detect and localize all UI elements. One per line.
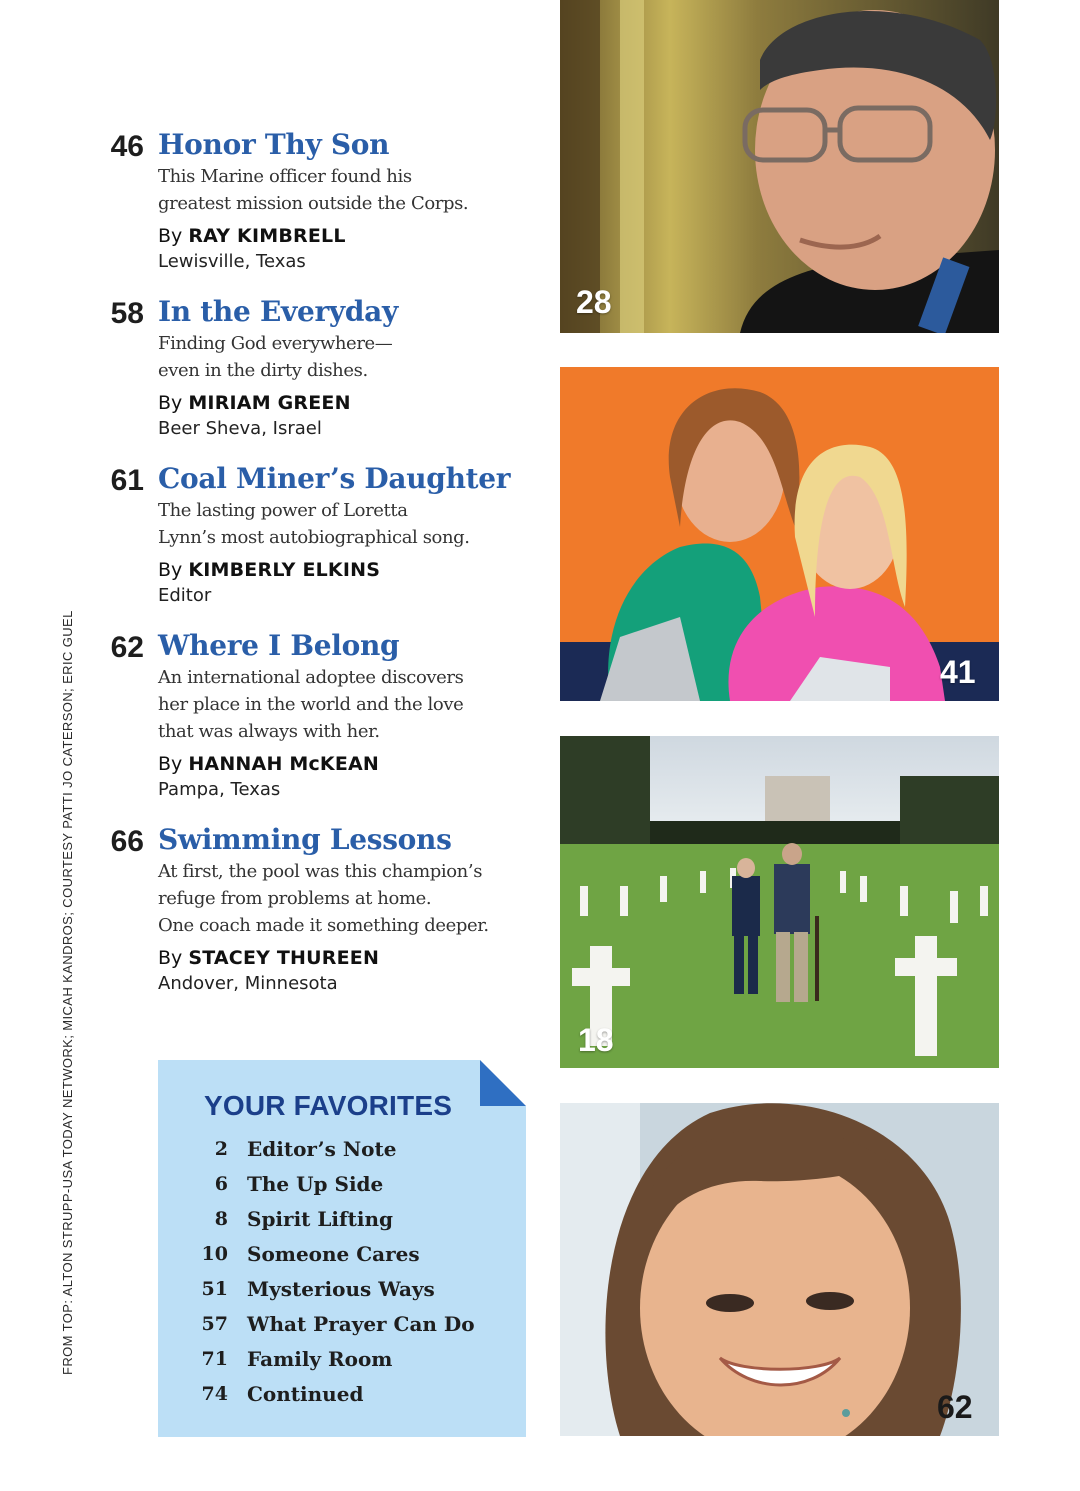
photo-young-woman[interactable] (560, 1103, 999, 1436)
favorites-page: 8 (214, 1208, 228, 1230)
dek-line: that was always with her. (158, 721, 380, 742)
story-byline: By HANNAH McKEAN (158, 753, 380, 775)
story-page-number: 46 (110, 130, 144, 163)
favorites-item-the-up-side[interactable] (190, 1170, 510, 1205)
story-dek (158, 330, 546, 384)
favorites-page: 2 (214, 1138, 228, 1160)
favorites-label: Spirit Lifting (247, 1207, 393, 1231)
story-honor-thy-son[interactable] (96, 128, 546, 275)
author-location: Beer Sheva, Israel (158, 418, 322, 439)
dek-line: At first, the pool was this champion’s (158, 861, 483, 882)
favorites-item-continued[interactable] (190, 1380, 510, 1415)
story-byline: By RAY KIMBRELL (158, 225, 346, 247)
author-name: STACEY THUREEN (188, 947, 380, 969)
story-coal-miners-daughter[interactable] (96, 462, 546, 609)
favorites-item-family-room[interactable] (190, 1345, 510, 1380)
story-title[interactable]: In the Everyday (158, 295, 398, 328)
favorites-page: 71 (201, 1348, 228, 1370)
story-title[interactable]: Where I Belong (158, 629, 400, 662)
photo-page-number: 41 (940, 654, 976, 690)
story-byline: By KIMBERLY ELKINS (158, 559, 381, 581)
favorites-label: Family Room (247, 1347, 393, 1371)
author-name: RAY KIMBRELL (188, 225, 346, 247)
story-byline: By STACEY THUREEN (158, 947, 380, 969)
favorites-label: Editor’s Note (247, 1137, 397, 1161)
story-in-the-everyday[interactable] (96, 295, 546, 442)
story-byline: By MIRIAM GREEN (158, 392, 351, 414)
story-page-number: 62 (110, 631, 144, 664)
story-page-number: 58 (110, 297, 144, 330)
dek-line: greatest mission outside the Corps. (158, 193, 469, 214)
author-location: Pampa, Texas (158, 779, 281, 800)
favorites-label: The Up Side (247, 1172, 384, 1196)
photo-page-number: 62 (937, 1389, 973, 1425)
story-swimming-lessons[interactable] (96, 823, 546, 997)
author-location: Andover, Minnesota (158, 973, 338, 994)
story-dek (158, 858, 546, 939)
dek-line: This Marine officer found his (158, 166, 412, 187)
favorites-page: 10 (201, 1243, 228, 1265)
dek-line: The lasting power of Loretta (158, 500, 408, 521)
author-name: MIRIAM GREEN (188, 392, 351, 414)
story-dek (158, 664, 546, 745)
favorites-label: Continued (247, 1382, 364, 1406)
favorites-page: 6 (214, 1173, 228, 1195)
favorites-item-editors-note[interactable] (190, 1135, 510, 1170)
dek-line: Finding God everywhere— (158, 333, 393, 354)
photo-credit: FROM TOP: ALTON STRUPP-USA TODAY NETWORK; MICAH KANDROS; COURTESY PATTI JO CATERSON; ERIC GUEL (60, 610, 75, 1375)
story-dek (158, 497, 546, 551)
favorites-item-mysterious-ways[interactable] (190, 1275, 510, 1310)
favorites-label: Someone Cares (247, 1242, 420, 1266)
favorites-page: 74 (201, 1383, 228, 1405)
dek-line: Lynn’s most autobiographical song. (158, 527, 470, 548)
story-title[interactable]: Coal Miner’s Daughter (158, 462, 511, 495)
author-name: KIMBERLY ELKINS (188, 559, 381, 581)
favorites-list (190, 1135, 510, 1415)
dek-line: An international adoptee discovers (158, 667, 464, 688)
favorites-page: 57 (201, 1313, 228, 1335)
favorites-title: YOUR FAVORITES (204, 1090, 453, 1121)
photo-page-number: 28 (576, 284, 612, 320)
favorites-item-what-prayer-can-do[interactable] (190, 1310, 510, 1345)
photo-two-women[interactable] (560, 367, 999, 701)
folded-corner-icon (480, 1060, 526, 1106)
favorites-label: Mysterious Ways (247, 1277, 435, 1301)
photo-cemetery[interactable] (560, 736, 999, 1068)
favorites-item-someone-cares[interactable] (190, 1240, 510, 1275)
photo-page-number: 18 (578, 1022, 614, 1058)
photo-man-glasses[interactable] (560, 0, 999, 333)
story-where-i-belong[interactable] (96, 629, 546, 803)
author-location: Lewisville, Texas (158, 251, 306, 272)
favorites-item-spirit-lifting[interactable] (190, 1205, 510, 1240)
author-location: Editor (158, 585, 212, 606)
dek-line: even in the dirty dishes. (158, 360, 368, 381)
dek-line: her place in the world and the love (158, 694, 464, 715)
author-name: HANNAH McKEAN (188, 753, 380, 775)
story-page-number: 66 (110, 825, 144, 858)
story-dek (158, 163, 546, 217)
story-title[interactable]: Swimming Lessons (158, 823, 452, 856)
dek-line: One coach made it something deeper. (158, 915, 489, 936)
story-page-number: 61 (110, 464, 144, 497)
favorites-label: What Prayer Can Do (247, 1312, 475, 1336)
favorites-page: 51 (201, 1278, 228, 1300)
story-title[interactable]: Honor Thy Son (158, 128, 390, 161)
dek-line: refuge from problems at home. (158, 888, 432, 909)
